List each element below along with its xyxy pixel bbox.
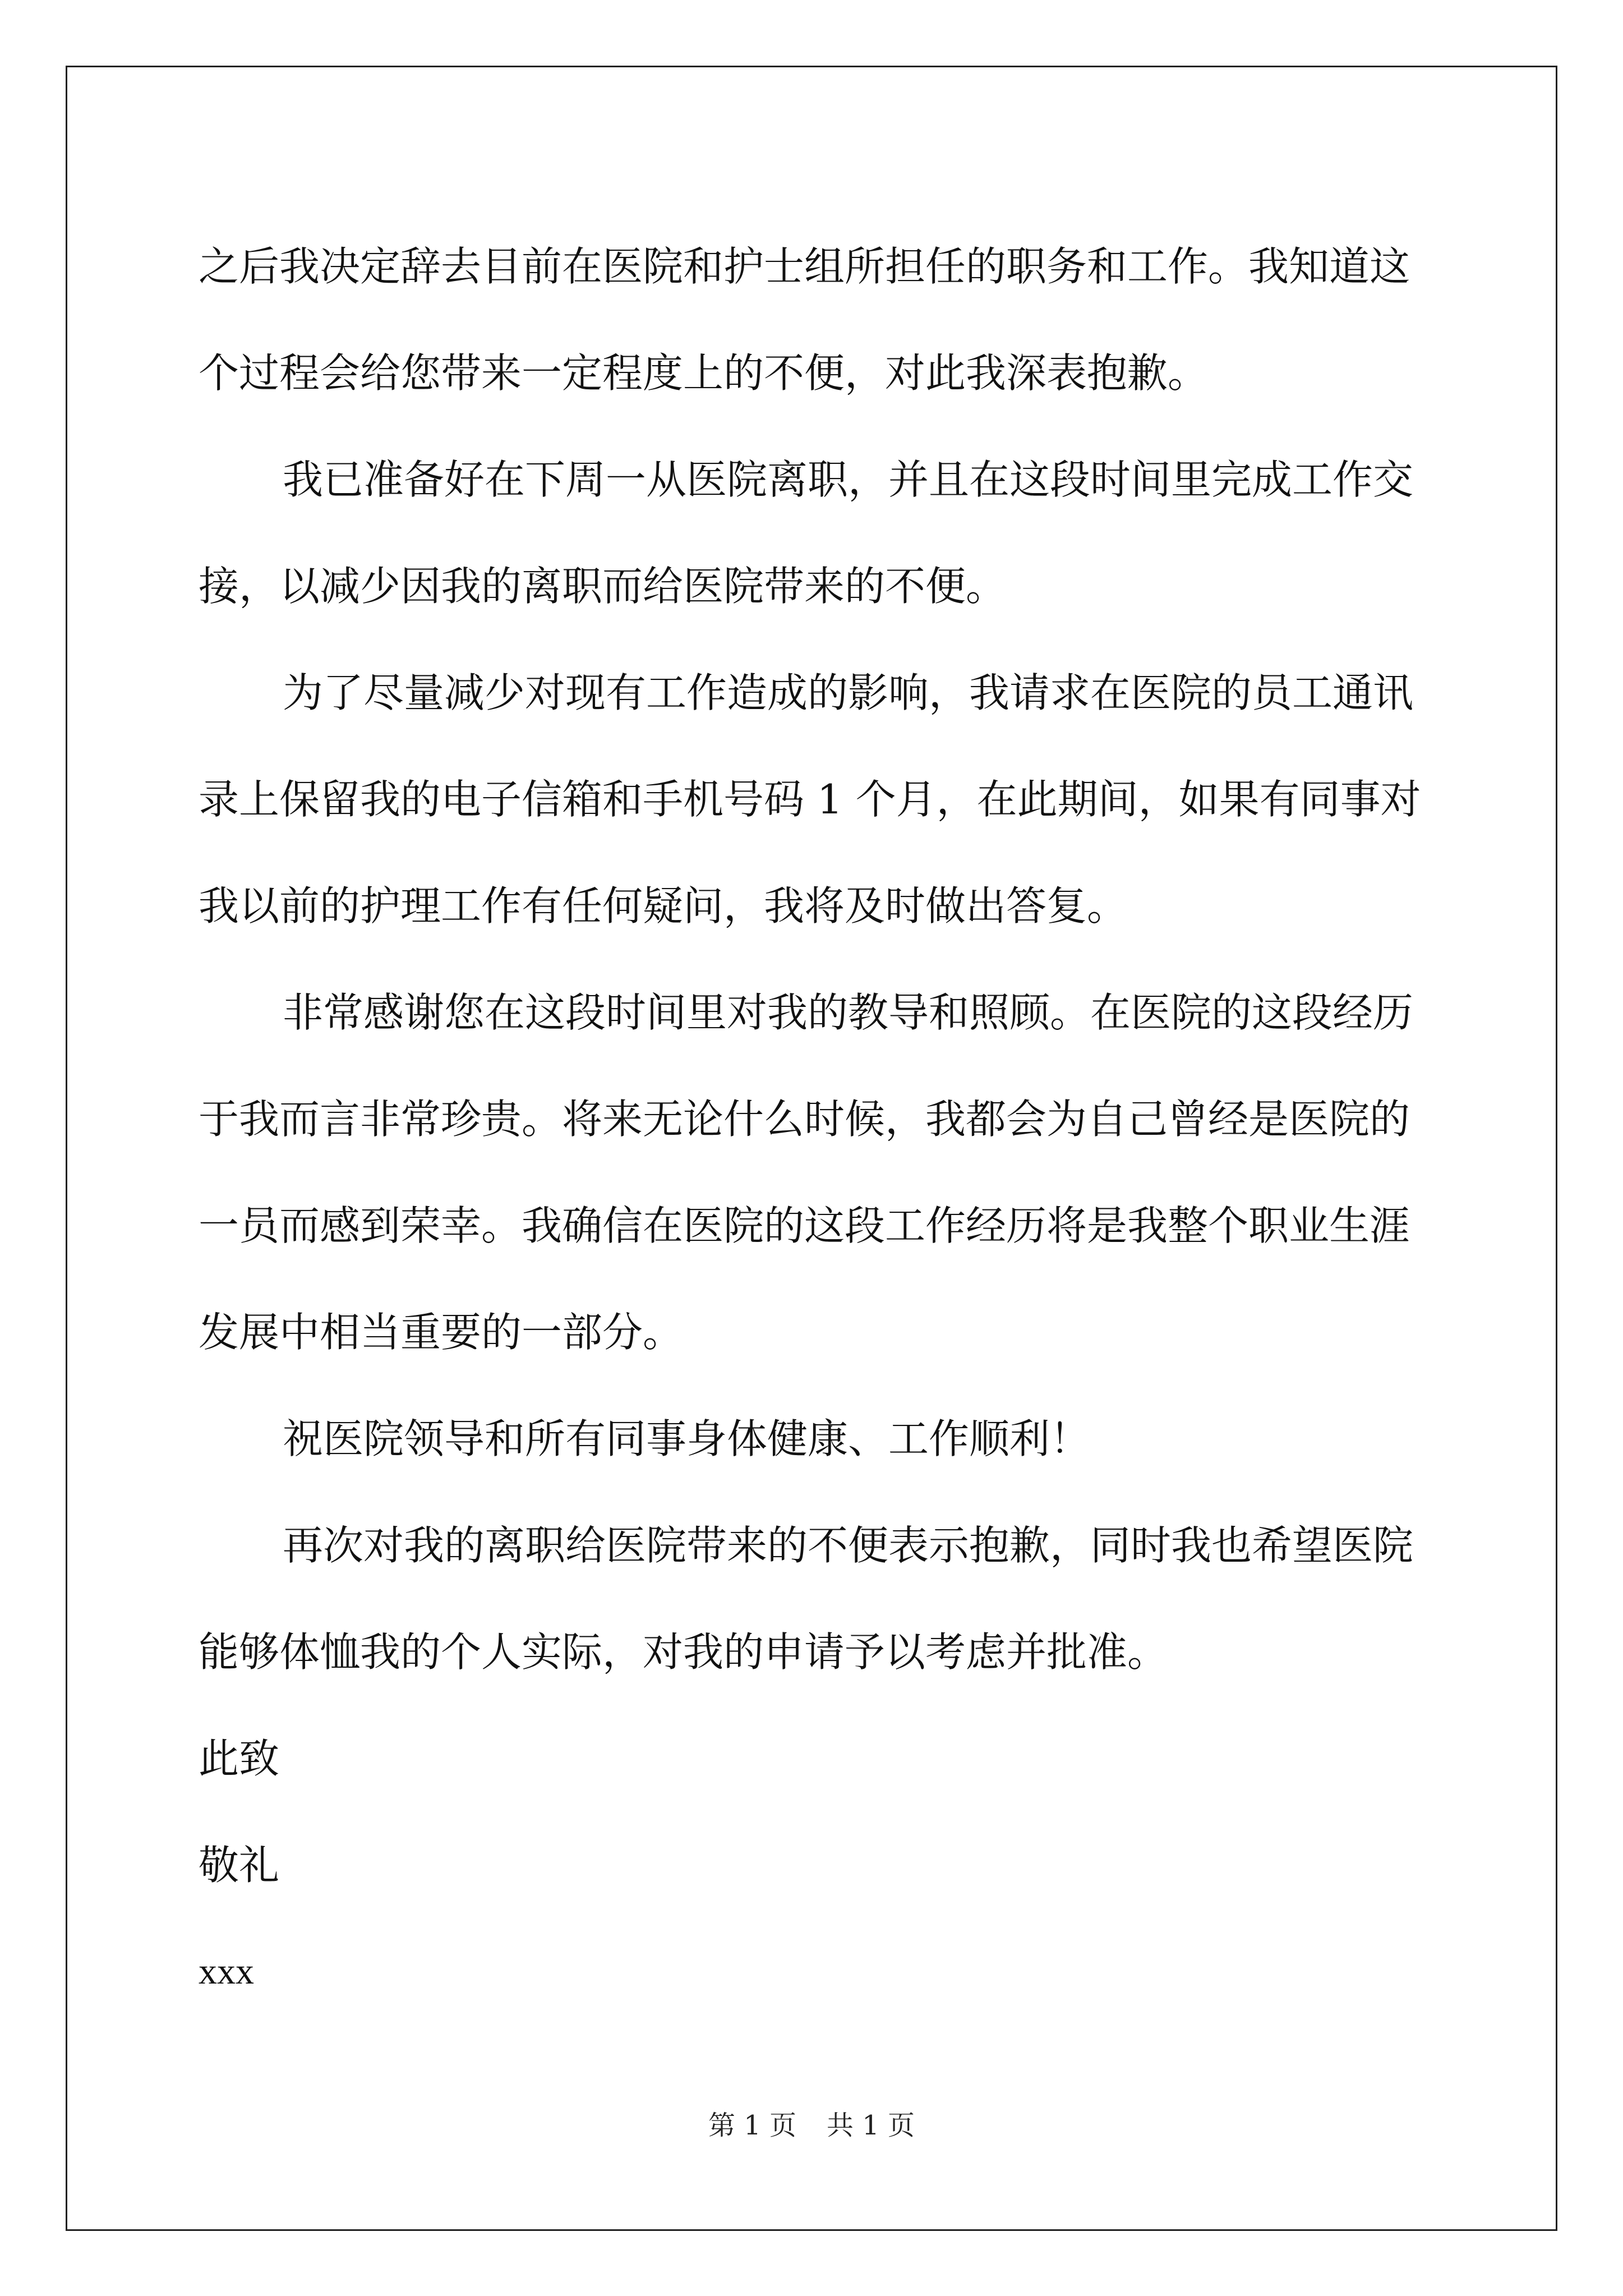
paragraph-4-line-2: 于我而言非常珍贵。将来无论什么时候，我都会为自己曾经是医院的 [199, 1096, 1410, 1143]
paragraph-3-line-3: 我以前的护理工作有任何疑问，我将及时做出答复。 [199, 882, 1128, 930]
paragraph-3-line-2: 录上保留我的电子信箱和手机号码 1 个月，在此期间，如果有同事对 [199, 776, 1421, 823]
page-number-total: 共 1 页 [827, 2110, 915, 2141]
page-number-current: 第 1 页 [708, 2110, 796, 2141]
signature-text: xxx [199, 1951, 254, 1992]
paragraph-6-line-2: 能够体恤我的个人实际，对我的申请予以考虑并批准。 [199, 1628, 1168, 1676]
paragraph-1-line-1: 之后我决定辞去目前在医院和护士组所担任的职务和工作。我知道这 [199, 243, 1410, 290]
paragraph-2-line-2: 接，以减少因我的离职而给医院带来的不便。 [199, 563, 1007, 610]
paragraph-5-line-1: 祝医院领导和所有同事身体健康、工作顺利！ [283, 1415, 1091, 1462]
paragraph-4-line-1: 非常感谢您在这段时间里对我的教导和照顾。在医院的这段经历 [283, 989, 1414, 1036]
paragraph-4-line-3: 一员而感到荣幸。我确信在医院的这段工作经历将是我整个职业生涯 [199, 1202, 1410, 1249]
paragraph-2-line-1: 我已准备好在下周一从医院离职，并且在这段时间里完成工作交 [283, 456, 1414, 503]
salutation-text: 敬礼 [199, 1842, 280, 1889]
closing-text: 此致 [199, 1735, 280, 1782]
paragraph-3-line-1: 为了尽量减少对现有工作造成的影响，我请求在医院的员工通讯 [283, 669, 1414, 716]
letter-body [199, 213, 1432, 2025]
paragraph-1-line-2: 个过程会给您带来一定程度上的不便，对此我深表抱歉。 [199, 349, 1209, 397]
page-footer [0, 2104, 1623, 2142]
paragraph-4-line-4: 发展中相当重要的一部分。 [199, 1309, 684, 1356]
paragraph-6-line-1: 再次对我的离职给医院带来的不便表示抱歉，同时我也希望医院 [283, 1522, 1414, 1569]
